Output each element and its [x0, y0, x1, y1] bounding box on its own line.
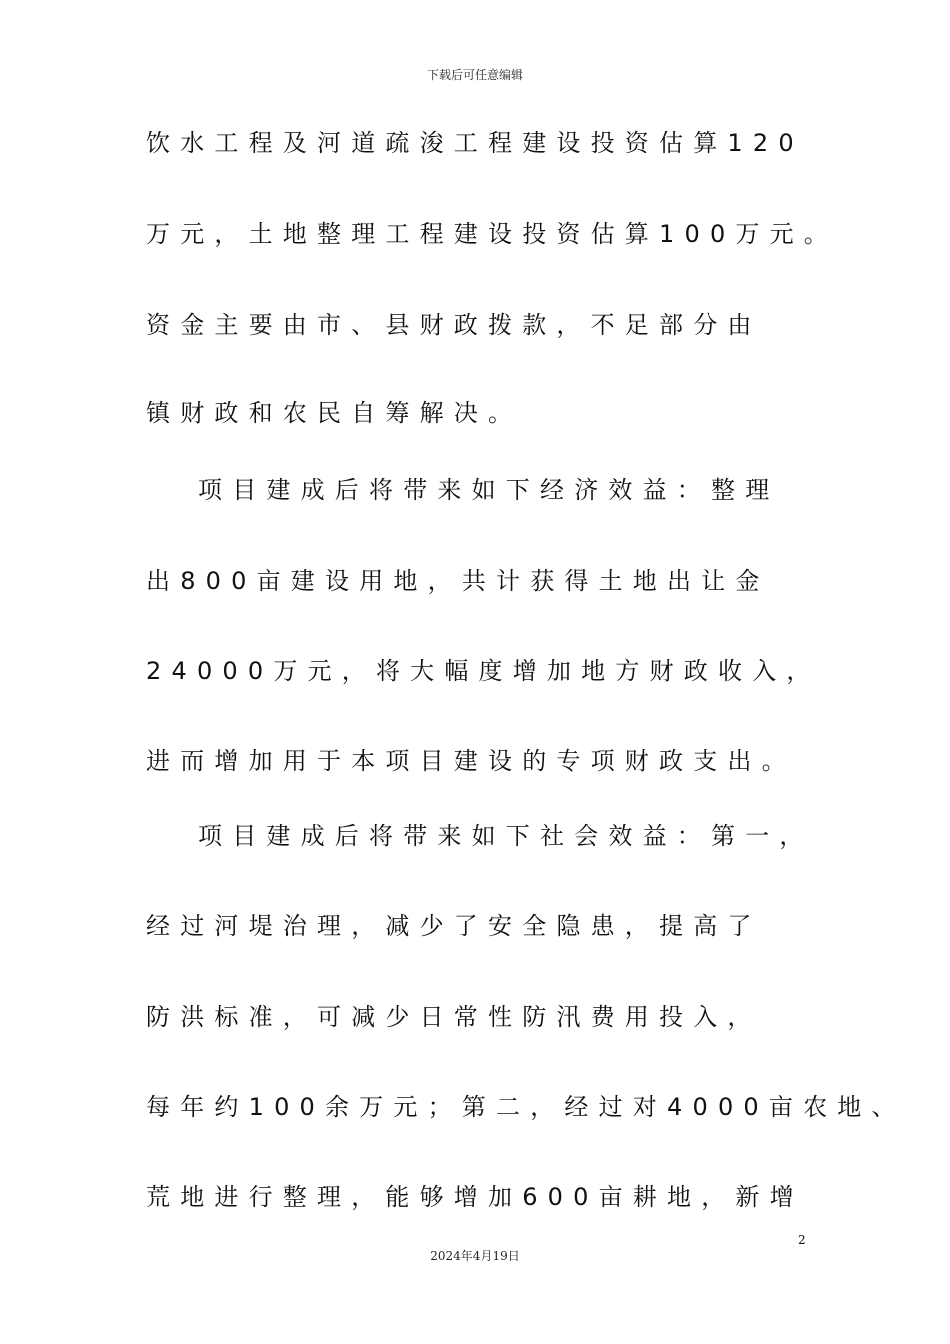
body-line-7: 24000万元，将大幅度增加地方财政收入， [146, 657, 821, 685]
body-line-2: 万元，土地整理工程建设投资估算100万元。 [146, 220, 839, 248]
body-line-8: 进而增加用于本项目建设的专项财政支出。 [146, 747, 796, 775]
body-line-4: 镇财政和农民自筹解决。 [146, 399, 523, 427]
paragraph-3-line-1: 项目建成后将带来如下社会效益：第一， [198, 822, 814, 850]
body-line-3: 资金主要由市、县财政拨款，不足部分由 [146, 311, 762, 339]
body-line-6: 出800亩建设用地，共计获得土地出让金 [146, 567, 770, 595]
page-number: 2 [798, 1233, 806, 1247]
body-line-1: 饮水工程及河道疏浚工程建设投资估算120 [146, 129, 804, 157]
body-line-11: 防洪标准，可减少日常性防汛费用投入， [146, 1003, 762, 1031]
body-line-13: 荒地进行整理，能够增加600亩耕地，新增 [146, 1183, 804, 1211]
paragraph-2-line-1: 项目建成后将带来如下经济效益：整理 [198, 476, 780, 504]
page-header: 下载后可任意编辑 [426, 68, 523, 82]
body-line-10: 经过河堤治理，减少了安全隐患，提高了 [146, 912, 762, 940]
page-footer-date: 2024年4月19日 [430, 1249, 520, 1263]
body-line-12: 每年约100余万元；第二，经过对4000亩农地、 [146, 1093, 906, 1121]
